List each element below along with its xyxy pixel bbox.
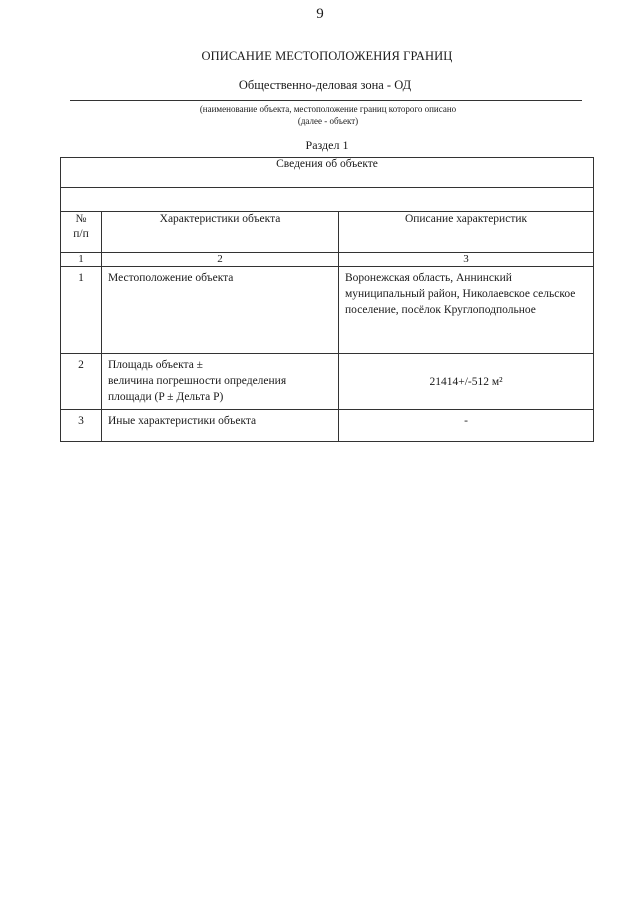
- caption-line-2: (далее - объект): [297, 116, 359, 126]
- column-header-description: Описание характеристик: [339, 212, 594, 253]
- characteristic-line-3: площади (P ± Дельта P): [108, 391, 224, 403]
- column-header-num-line-2: п/п: [73, 228, 89, 240]
- column-header-characteristic: Характеристики объекта: [102, 212, 339, 253]
- row-characteristic: Местоположение объекта: [102, 267, 339, 354]
- underline-rule: [70, 100, 582, 101]
- row-description: 21414+/-512 м²: [339, 354, 594, 410]
- row-characteristic: [102, 354, 339, 410]
- page-number: 9: [316, 6, 324, 22]
- table-row: [61, 410, 594, 442]
- table-column-number-row: [61, 253, 594, 267]
- characteristic-line-2: величина погрешности определения: [108, 375, 287, 387]
- table-row: [61, 354, 594, 410]
- column-number-1: 1: [61, 253, 102, 267]
- column-header-num-line-1: №: [75, 213, 87, 225]
- table-heading-row: [61, 158, 594, 188]
- section-label: Раздел 1: [305, 138, 349, 152]
- caption-line-1: (наименование объекта, местоположение границ которого описано: [199, 104, 457, 114]
- table-column-header-row: [61, 212, 594, 253]
- blank-cell: [61, 188, 594, 212]
- object-name: Общественно-деловая зона - ОД: [238, 78, 412, 92]
- row-number: 3: [61, 410, 102, 442]
- row-description: Воронежская область, Аннинский муниципальный район, Николаевское сельское поселение, посёлок Круглоподпольное: [339, 267, 594, 354]
- object-caption: [0, 103, 640, 127]
- characteristic-line-1: Площадь объекта ±: [108, 359, 203, 371]
- row-number: 2: [61, 354, 102, 410]
- row-number: 1: [61, 267, 102, 354]
- row-description: -: [339, 410, 594, 442]
- table-row: [61, 267, 594, 354]
- column-header-num: [61, 212, 102, 253]
- document-title: ОПИСАНИЕ МЕСТОПОЛОЖЕНИЯ ГРАНИЦ: [201, 49, 453, 63]
- table-blank-row: [61, 188, 594, 212]
- row-characteristic: Иные характеристики объекта: [102, 410, 339, 442]
- object-info-table: [60, 157, 594, 442]
- column-number-3: 3: [339, 253, 594, 267]
- column-number-2: 2: [102, 253, 339, 267]
- table-heading: Сведения об объекте: [61, 158, 594, 188]
